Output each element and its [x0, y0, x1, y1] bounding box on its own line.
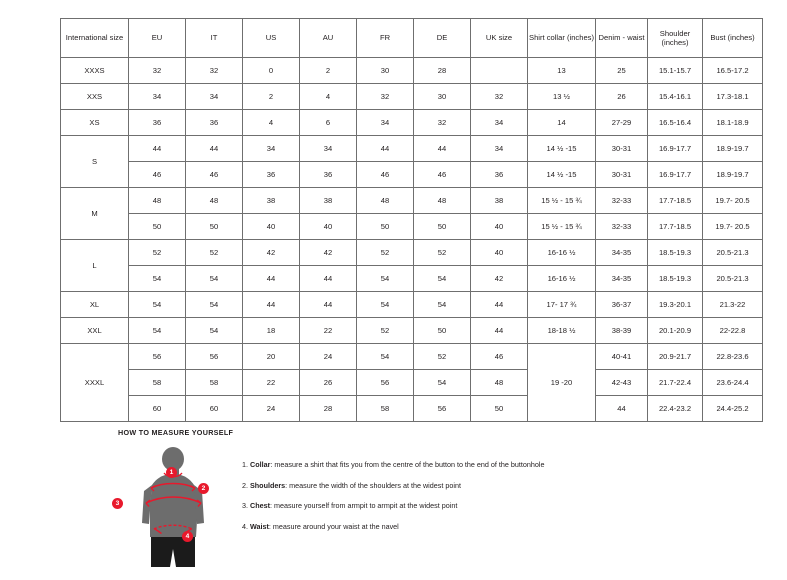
- cell-international-size: M: [61, 188, 129, 240]
- cell-us: 0: [243, 58, 300, 84]
- column-header-denim-waist: Denim - waist: [596, 19, 648, 58]
- cell-it: 32: [186, 58, 243, 84]
- cell-uk: 32: [471, 84, 528, 110]
- cell-au: 36: [300, 162, 357, 188]
- cell-us: 20: [243, 344, 300, 370]
- cell-au: 40: [300, 214, 357, 240]
- cell-fr: 56: [357, 370, 414, 396]
- cell-shirt-collar: 13: [528, 58, 596, 84]
- column-header-de: DE: [414, 19, 471, 58]
- measure-step-4-dot: .: [246, 521, 250, 531]
- cell-bust: 18.1-18.9: [703, 110, 763, 136]
- column-header-eu: EU: [129, 19, 186, 58]
- cell-bust: 18.9-19.7: [703, 136, 763, 162]
- cell-fr: 54: [357, 292, 414, 318]
- cell-au: 44: [300, 266, 357, 292]
- cell-de: 46: [414, 162, 471, 188]
- measure-step-4: [242, 521, 544, 533]
- cell-shoulder: 16.5-16.4: [648, 110, 703, 136]
- cell-au: 22: [300, 318, 357, 344]
- cell-us: 36: [243, 162, 300, 188]
- cell-au: 44: [300, 292, 357, 318]
- cell-eu: 34: [129, 84, 186, 110]
- measure-step-2-text: : measure the width of the shoulders at the widest point: [285, 480, 461, 490]
- measure-step-2: [242, 480, 544, 492]
- cell-de: 32: [414, 110, 471, 136]
- size-chart-table: [60, 18, 763, 422]
- cell-denim-waist: 42-43: [596, 370, 648, 396]
- table-row: [61, 214, 763, 240]
- cell-de: 54: [414, 370, 471, 396]
- how-to-measure-title: HOW TO MEASURE YOURSELF: [118, 428, 234, 437]
- cell-shoulder: 17.7-18.5: [648, 214, 703, 240]
- measure-step-3-number: 3: [242, 501, 246, 511]
- cell-fr: 48: [357, 188, 414, 214]
- cell-de: 52: [414, 344, 471, 370]
- how-to-measure-body: [115, 445, 738, 575]
- cell-fr: 50: [357, 214, 414, 240]
- cell-international-size: XXS: [61, 84, 129, 110]
- cell-shoulder: 18.5-19.3: [648, 266, 703, 292]
- cell-uk: 36: [471, 162, 528, 188]
- cell-uk: 42: [471, 266, 528, 292]
- cell-us: 2: [243, 84, 300, 110]
- cell-eu: 48: [129, 188, 186, 214]
- cell-shoulder: 18.5-19.3: [648, 240, 703, 266]
- cell-shirt-collar: 17- 17 ¾: [528, 292, 596, 318]
- cell-uk: 50: [471, 396, 528, 422]
- cell-international-size: XXXL: [61, 344, 129, 422]
- cell-shirt-collar: 13 ½: [528, 84, 596, 110]
- cell-bust: 22-22.8: [703, 318, 763, 344]
- measure-step-1-dot: .: [246, 460, 250, 469]
- cell-de: 50: [414, 318, 471, 344]
- cell-it: 34: [186, 84, 243, 110]
- cell-fr: 54: [357, 266, 414, 292]
- cell-eu: 46: [129, 162, 186, 188]
- measure-step-3-text: : measure yourself from armpit to armpit at the widest point: [269, 501, 458, 511]
- measure-step-1: [242, 459, 544, 471]
- cell-uk: 44: [471, 292, 528, 318]
- cell-au: 34: [300, 136, 357, 162]
- cell-shirt-collar: 14: [528, 110, 596, 136]
- cell-denim-waist: 38-39: [596, 318, 648, 344]
- cell-shirt-collar: 15 ½ - 15 ¾: [528, 188, 596, 214]
- cell-bust: 16.5-17.2: [703, 58, 763, 84]
- cell-bust: 22.8-23.6: [703, 344, 763, 370]
- marker-2: 2: [198, 483, 209, 494]
- cell-denim-waist: 27-29: [596, 110, 648, 136]
- cell-denim-waist: 32-33: [596, 188, 648, 214]
- marker-3: 3: [112, 498, 123, 509]
- column-header-fr: FR: [357, 19, 414, 58]
- cell-eu: 56: [129, 344, 186, 370]
- measure-step-2-label: Shoulders: [250, 480, 286, 490]
- cell-eu: 54: [129, 292, 186, 318]
- measure-step-1-number: 1: [242, 460, 246, 469]
- cell-denim-waist: 36-37: [596, 292, 648, 318]
- cell-shirt-collar: 14 ½ -15: [528, 162, 596, 188]
- cell-denim-waist: 44: [596, 396, 648, 422]
- cell-de: 44: [414, 136, 471, 162]
- cell-it: 44: [186, 136, 243, 162]
- cell-au: 4: [300, 84, 357, 110]
- table-row: [61, 58, 763, 84]
- cell-shirt-collar: 18-18 ½: [528, 318, 596, 344]
- column-header-uk-size: UK size: [471, 19, 528, 58]
- column-header-bust: Bust (inches): [703, 19, 763, 58]
- table-row: [61, 370, 763, 396]
- cell-de: 30: [414, 84, 471, 110]
- cell-denim-waist: 30-31: [596, 162, 648, 188]
- cell-shoulder: 21.7-22.4: [648, 370, 703, 396]
- cell-fr: 30: [357, 58, 414, 84]
- cell-fr: 58: [357, 396, 414, 422]
- cell-shoulder: 20.9-21.7: [648, 344, 703, 370]
- cell-eu: 60: [129, 396, 186, 422]
- marker-4: 4: [182, 531, 193, 542]
- cell-fr: 32: [357, 84, 414, 110]
- cell-uk: 48: [471, 370, 528, 396]
- column-header-international-size: International size: [61, 19, 129, 58]
- cell-uk: 46: [471, 344, 528, 370]
- cell-de: 48: [414, 188, 471, 214]
- cell-uk: 34: [471, 110, 528, 136]
- column-header-us: US: [243, 19, 300, 58]
- cell-eu: 54: [129, 266, 186, 292]
- cell-uk: 44: [471, 318, 528, 344]
- cell-shoulder: 22.4-23.2: [648, 396, 703, 422]
- cell-eu: 32: [129, 58, 186, 84]
- cell-international-size: XL: [61, 292, 129, 318]
- cell-shoulder: 20.1-20.9: [648, 318, 703, 344]
- column-header-au: AU: [300, 19, 357, 58]
- measure-step-3: [242, 500, 544, 512]
- cell-it: 36: [186, 110, 243, 136]
- marker-1: 1: [166, 467, 177, 478]
- cell-international-size: XS: [61, 110, 129, 136]
- table-row: [61, 396, 763, 422]
- cell-it: 46: [186, 162, 243, 188]
- cell-uk: 34: [471, 136, 528, 162]
- measure-step-3-dot: .: [246, 501, 250, 511]
- cell-bust: 18.9-19.7: [703, 162, 763, 188]
- cell-fr: 34: [357, 110, 414, 136]
- cell-it: 58: [186, 370, 243, 396]
- cell-us: 40: [243, 214, 300, 240]
- cell-denim-waist: 32-33: [596, 214, 648, 240]
- cell-fr: 44: [357, 136, 414, 162]
- cell-de: 54: [414, 292, 471, 318]
- cell-denim-waist: 40-41: [596, 344, 648, 370]
- cell-us: 22: [243, 370, 300, 396]
- cell-uk: 40: [471, 240, 528, 266]
- cell-shoulder: 16.9-17.7: [648, 136, 703, 162]
- cell-au: 6: [300, 110, 357, 136]
- cell-denim-waist: 26: [596, 84, 648, 110]
- cell-denim-waist: 34-35: [596, 266, 648, 292]
- cell-eu: 44: [129, 136, 186, 162]
- cell-de: 54: [414, 266, 471, 292]
- cell-us: 44: [243, 292, 300, 318]
- cell-us: 18: [243, 318, 300, 344]
- cell-au: 38: [300, 188, 357, 214]
- cell-de: 52: [414, 240, 471, 266]
- column-header-shoulder: Shoulder (inches): [648, 19, 703, 58]
- cell-de: 56: [414, 396, 471, 422]
- cell-shirt-collar: 16-16 ½: [528, 266, 596, 292]
- cell-it: 56: [186, 344, 243, 370]
- cell-shirt-collar: 15 ½ - 15 ¾: [528, 214, 596, 240]
- cell-eu: 36: [129, 110, 186, 136]
- cell-international-size: XXL: [61, 318, 129, 344]
- cell-fr: 46: [357, 162, 414, 188]
- cell-fr: 54: [357, 344, 414, 370]
- measure-step-1-text: : measure a shirt that fits you from the centre of the button to the end of the buttonhole: [270, 460, 545, 469]
- cell-us: 44: [243, 266, 300, 292]
- cell-bust: 23.6-24.4: [703, 370, 763, 396]
- cell-us: 34: [243, 136, 300, 162]
- table-body: [61, 58, 763, 422]
- cell-eu: 58: [129, 370, 186, 396]
- cell-au: 42: [300, 240, 357, 266]
- cell-de: 50: [414, 214, 471, 240]
- measure-steps-list: [242, 445, 544, 541]
- measure-step-4-text: : measure around your waist at the navel: [268, 521, 399, 531]
- cell-uk: [471, 58, 528, 84]
- cell-bust: 24.4-25.2: [703, 396, 763, 422]
- column-header-it: IT: [186, 19, 243, 58]
- cell-shoulder: 15.1-15.7: [648, 58, 703, 84]
- cell-international-size: L: [61, 240, 129, 292]
- measure-step-4-label: Waist: [250, 521, 269, 531]
- measure-step-1-label: Collar: [250, 460, 271, 469]
- measure-step-4-number: 4: [242, 521, 246, 531]
- cell-eu: 54: [129, 318, 186, 344]
- table-row: [61, 318, 763, 344]
- cell-uk: 38: [471, 188, 528, 214]
- cell-shirt-collar: 14 ½ -15: [528, 136, 596, 162]
- table-row: [61, 240, 763, 266]
- cell-au: 28: [300, 396, 357, 422]
- cell-fr: 52: [357, 240, 414, 266]
- cell-uk: 40: [471, 214, 528, 240]
- cell-it: 50: [186, 214, 243, 240]
- measure-step-3-label: Chest: [250, 501, 270, 511]
- cell-shirt-collar: 19 -20: [528, 344, 596, 422]
- cell-au: 2: [300, 58, 357, 84]
- measure-step-2-number: 2: [242, 480, 246, 490]
- cell-denim-waist: 34-35: [596, 240, 648, 266]
- cell-au: 24: [300, 344, 357, 370]
- cell-international-size: XXXS: [61, 58, 129, 84]
- cell-au: 26: [300, 370, 357, 396]
- cell-it: 54: [186, 266, 243, 292]
- body-diagram: [115, 445, 228, 575]
- cell-it: 54: [186, 318, 243, 344]
- cell-bust: 17.3-18.1: [703, 84, 763, 110]
- torso-illustration-icon: [118, 445, 228, 575]
- column-header-shirt-collar: Shirt collar (inches): [528, 19, 596, 58]
- cell-shoulder: 17.7-18.5: [648, 188, 703, 214]
- table-row: [61, 344, 763, 370]
- cell-bust: 19.7- 20.5: [703, 214, 763, 240]
- cell-denim-waist: 25: [596, 58, 648, 84]
- cell-bust: 19.7- 20.5: [703, 188, 763, 214]
- cell-eu: 50: [129, 214, 186, 240]
- cell-us: 42: [243, 240, 300, 266]
- cell-de: 28: [414, 58, 471, 84]
- cell-denim-waist: 30-31: [596, 136, 648, 162]
- cell-it: 60: [186, 396, 243, 422]
- table-row: [61, 110, 763, 136]
- table-row: [61, 84, 763, 110]
- cell-bust: 20.5-21.3: [703, 266, 763, 292]
- cell-us: 38: [243, 188, 300, 214]
- table-row: [61, 162, 763, 188]
- table-row: [61, 188, 763, 214]
- cell-shirt-collar: 16-16 ½: [528, 240, 596, 266]
- cell-us: 24: [243, 396, 300, 422]
- cell-bust: 20.5-21.3: [703, 240, 763, 266]
- cell-bust: 21.3-22: [703, 292, 763, 318]
- cell-it: 54: [186, 292, 243, 318]
- cell-international-size: S: [61, 136, 129, 188]
- how-to-measure-section: [115, 428, 738, 575]
- table-header-row: [61, 19, 763, 58]
- cell-shoulder: 15.4-16.1: [648, 84, 703, 110]
- measure-step-2-dot: .: [246, 480, 250, 490]
- table-row: [61, 136, 763, 162]
- table-row: [61, 266, 763, 292]
- cell-shoulder: 16.9-17.7: [648, 162, 703, 188]
- cell-fr: 52: [357, 318, 414, 344]
- cell-us: 4: [243, 110, 300, 136]
- cell-it: 52: [186, 240, 243, 266]
- table-row: [61, 292, 763, 318]
- cell-shoulder: 19.3-20.1: [648, 292, 703, 318]
- cell-it: 48: [186, 188, 243, 214]
- cell-eu: 52: [129, 240, 186, 266]
